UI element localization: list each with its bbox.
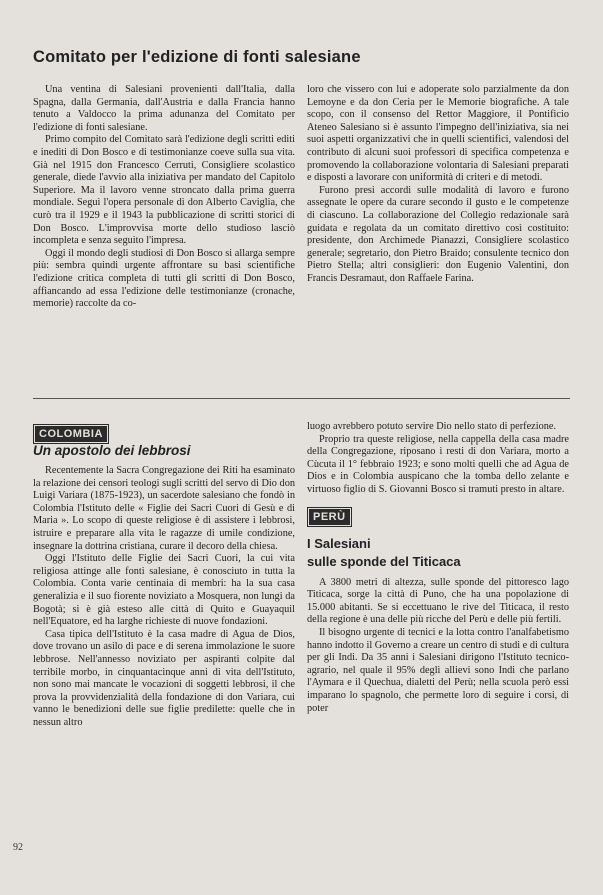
- country-badge-peru: PERÙ: [309, 509, 350, 525]
- article-comitato-column-right: [307, 84, 569, 286]
- article-title-titicaca: [307, 535, 569, 571]
- paragraph: A 3800 metri di altezza, sulle sponde del pittoresco lago Titicaca, sorge la città di Puno, che ha una popolazione di 15.000 abitanti. Se si eccettuano le rive del Titicaca, il resto della regione è una delle più ricche del Perù e delle più fertili.: [307, 576, 569, 626]
- paragraph: Primo compito del Comitato sarà l'edizione degli scritti editi e inediti di Don Bosco e di testimonianze coeve sulla sua vita. Già nel 1915 don Francesco Cerruti, Consigliere scolastico generale, diede l'avvio alla iniziativa per mandato del Capitolo Superiore. Ma il lavoro venne stroncato dalla prima guerra mondiale. Seguì l'opera personale di don Alberto Caviglia, che curò tra il 1929 e il 1943 la pubblicazione di scritti storici di Don Bosco. L'improvvisa morte dello studioso lasciò incompleta e senza seguito l'impresa.: [33, 134, 295, 247]
- paragraph: loro che vissero con lui e adoperate solo parzialmente da don Lemoyne e da don Ceria per le Memorie biografiche. A tale scopo, con il consenso del Rettor Maggiore, il Pontificio Ateneo Salesiano si è assunto l'impegno dell'iniziativa, sia nei suoi aspetti organizzativi che in quelli scientifici, valendosi del contributo di alcuni suoi professori di specifica competenza e promovendo la collaborazione volontaria di Salesiani preparati e disposti a lavorare con uniformità di criteri e di metodi.: [307, 84, 569, 184]
- section-divider: [33, 398, 570, 399]
- paragraph: Casa tipica dell'Istituto è la casa madre di Agua de Dios, dove trovano un asilo di pace e di serena immolazione le suore lebbrose. Nell'annesso noviziato per aspiranti colpite dal terribile morbo, in cinquantacinque anni di vita dell'Istituto, non sono mai mancate le vocazioni di soggetti lebbrosi, il che prova la provvidenzialità della fondazione di don Variara, cui vanno le benedizioni delle sue figlie predilette: quelle che in nessun altro: [33, 628, 295, 728]
- title-line: I Salesiani: [307, 535, 371, 551]
- page-number: 92: [13, 842, 23, 853]
- paragraph: Una ventina di Salesiani provenienti dall'Italia, dalla Spagna, dalla Germania, dall'Austria e dalla Francia hanno tenuto a Valdocco la prima adunanza del Comitato per l'edizione di fonti salesiane.: [33, 84, 295, 133]
- paragraph: luogo avrebbero potuto servire Dio nello stato di perfezione.: [307, 421, 557, 432]
- country-badge-colombia: COLOMBIA: [35, 426, 107, 442]
- paragraph: Oggi l'Istituto delle Figlie dei Sacri Cuori, la cui vita religiosa attinge alle fonti salesiane, è conosciuto in tutta la Colombia. Conta varie centinaia di membri: ha la sua casa generalizia e il suo fiorente noviziato a Mosquera, non lungi da Bogotà; si è già esteso alle città di Quito e Guayaquil nell'Equatore, ed ha larghe richieste di nuove fondazioni.: [33, 553, 295, 628]
- paragraph: Furono presi accordi sulle modalità di lavoro e furono assegnate le opere da curare secondo il gusto e le competenze di ciascuno. La collaborazione del Collegio redazionale sarà guidata e regolata da un comitato direttivo così costituito: presidente, don Archimede Pianazzi, Consigliere scolastico generale; segretario, don Pietro Braido; consulente tecnico don Pietro Stella; altri consiglieri: don Eugenio Valentini, don Francis Desramaut, don Raffaele Farina.: [307, 184, 569, 284]
- article-comitato-column-left: [33, 84, 295, 311]
- paragraph: Recentemente la Sacra Congregazione dei Riti ha esaminato la relazione dei censori teologi sugli scritti del servo di Dio don Luigi Variara (1875-1923), un sacerdote salesiano che fondò in Colombia l'Istituto delle « Figlie dei Sacri Cuori di Gesù e di Maria ». Lo scopo di queste religiose è di assistere i lebbrosi, istruire e preparare alla vita le ragazze di umile condizione, insegnare la dottrina cristiana, curare il decoro della chiesa.: [33, 465, 295, 552]
- article-title-apostolo: Un apostolo dei lebbrosi: [33, 443, 191, 458]
- article-apostolo-column-right: [307, 421, 569, 715]
- title-line: sulle sponde del Titicaca: [307, 553, 461, 569]
- paragraph: Il bisogno urgente di tecnici e la lotta contro l'analfabetismo hanno indotto il Governo a creare un centro di studi e di cultura per gli Indi. Da 35 anni i Salesiani dirigono l'Istituto tecnico-agrario, nel quale il 95% degli allievi sono Indi che parlano l'Aymara e il Quechua, dialetti del Perù; nella scuola però essi imparano lo spagnolo, che permette loro di seguire i corsi, di poter: [307, 626, 569, 714]
- article-apostolo-column-left: [33, 465, 295, 729]
- paragraph: Proprio tra queste religiose, nella cappella della casa madre della Congregazione, riposano i resti di don Variara, morto a Cùcuta il 1° febbraio 1923; e sono molti quelli che ad Agua de Dios e in Colombia auspicano che la tomba dello zelante e virtuoso figlio di S. Giovanni Bosco si tramuti presto in altare.: [307, 433, 569, 495]
- paragraph: Oggi il mondo degli studiosi di Don Bosco si allarga sempre più: sembra quindi urgente affrontare su basi scientifiche l'edizione critica completa di tutti gli scritti di Don Bosco, affiancando ad essa l'edizione delle testimonianze (cronache, memorie) raccolte da co-: [33, 247, 295, 310]
- badge-wrapper: [309, 509, 569, 525]
- article-title-comitato: Comitato per l'edizione di fonti salesiane: [33, 48, 361, 66]
